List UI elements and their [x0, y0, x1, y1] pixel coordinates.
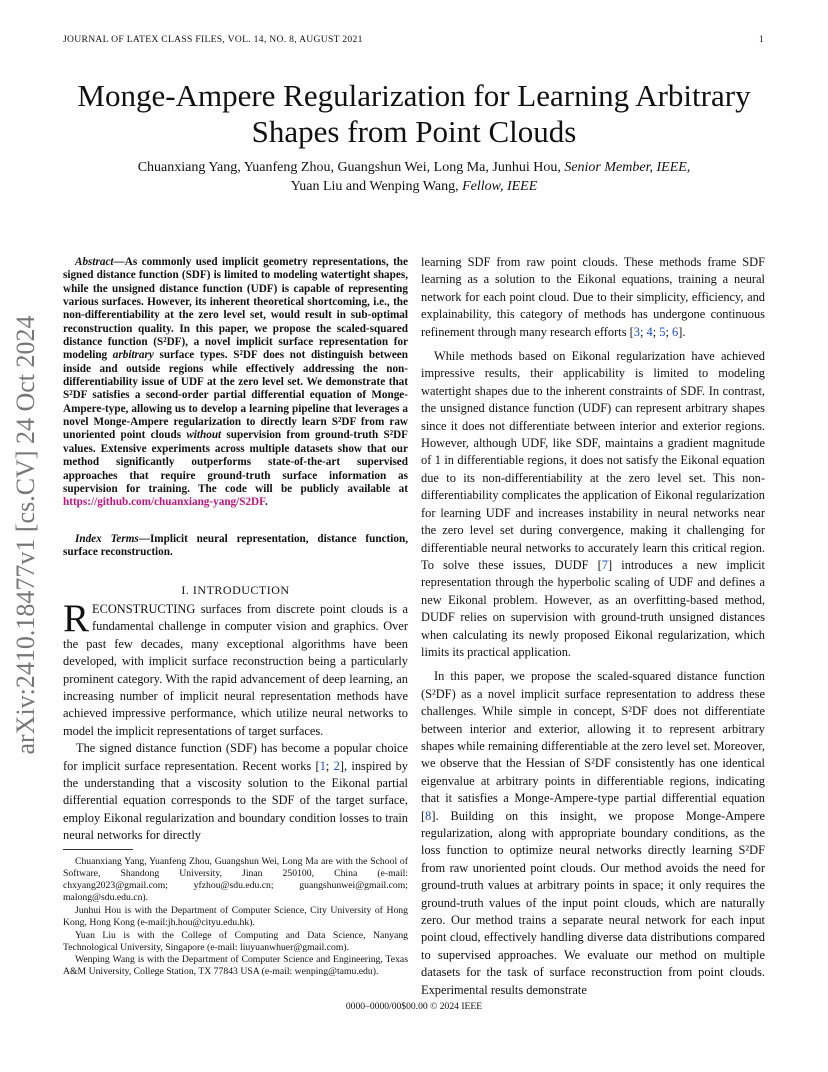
- right-paragraph-2-text-b: ] introduces a new implicit representation through the hyperbolic scaling of UDF and defines a new Eikonal problem. However, as an overfitting-based method, DUDF relies on supervision with ground-truth unsigned distances when calculating its newly proposed Eikonal regularization, which limits its practical application.: [421, 557, 765, 659]
- citation-1[interactable]: 1: [319, 758, 326, 773]
- footnote-affiliation-3: Yuan Liu is with the College of Computing and Data Science, Nanyang Technological University, Singapore (e-mail: liuyuanwhuer@gmail.com).: [63, 929, 408, 953]
- citation-4[interactable]: 4: [646, 324, 653, 339]
- copyright-footer: 0000–0000/00$00.00 © 2024 IEEE: [345, 1001, 483, 1012]
- citation-2[interactable]: 2: [333, 758, 340, 773]
- author-line-1: [63, 158, 765, 177]
- footnote-affiliation-1: Chuanxiang Yang, Yuanfeng Zhou, Guangshun Wei, Long Ma are with the School of Software, Shandong University, Jinan 250100, China (e-mail: chxyang2023@gmail.com; yfzhou@sdu.edu.cn; guangshunwei@gmail.com; malong@sdu.edu.cn).: [63, 856, 408, 904]
- author-role-1: Senior Member, IEEE,: [564, 160, 691, 175]
- footnote-rule: [63, 849, 133, 850]
- citation-3[interactable]: 3: [633, 324, 640, 339]
- right-paragraph-1-text-a: learning SDF from raw point clouds. These methods frame SDF learning as a solution to the Eikonal equations, training a neural network for each point cloud. Due to their simplicity, efficiency, and explainability, this category of methods has undergone continuous refinement through many research efforts [: [421, 255, 765, 339]
- author-line-2: [63, 177, 765, 196]
- abstract-text-2: surface types. S²DF does not distinguish between inside and outside regions while effectively addressing the non-differentiability issue of UDF at the zero level set. We demonstrate that S²DF satisfies a second-order partial differential equation of Monge-Ampere-type, allowing us to develop a learning pipeline that leverages a novel Monge-Ampere regularization to directly learn S²DF from raw unoriented point clouds: [63, 349, 408, 442]
- abstract: [63, 256, 408, 510]
- footnote-affiliation-4: Wenping Wang is with the Department of Computer Science and Engineering, Texas A&M University, College Station, TX 77843 USA (e-mail: wenping@tamu.edu).: [63, 954, 408, 978]
- citation-8[interactable]: 8: [425, 808, 432, 823]
- citation-6[interactable]: 6: [671, 324, 679, 339]
- index-terms-text: —Implicit neural representation, distance function, surface reconstruction.: [63, 533, 408, 559]
- abstract-emphasis-2: without: [186, 429, 222, 442]
- intro-right-column: [421, 254, 765, 999]
- paper-title: Monge-Ampere Regularization for Learning Arbitrary Shapes from Point Clouds: [77, 78, 751, 149]
- citation-7[interactable]: 7: [601, 557, 608, 572]
- intro-paragraph-2-text-a: The signed distance function (SDF) has become a popular choice for implicit surface representation. Recent works [: [63, 741, 408, 773]
- abstract-text-3: supervision from ground-truth S²DF values. Extensive experiments across multiple datasets show that our method significantly outperforms state-of-the-art supervised approaches that require ground-truth surface information as supervision for training. The code will be publicly available at: [63, 429, 408, 495]
- right-paragraph-3: [421, 668, 765, 999]
- footnote-affiliation-2: Junhui Hou is with the Department of Computer Science, City University of Hong Kong, Hong Kong (e-mail:jh.hou@cityu.edu.hk).: [63, 904, 408, 928]
- drop-cap: R: [63, 597, 90, 640]
- abstract-lead: Abstract: [75, 256, 114, 268]
- citation-5[interactable]: 5: [659, 324, 666, 339]
- right-paragraph-2-text-a: While methods based on Eikonal regularization have achieved impressive results, their applicability is limited to modeling watertight shapes due to the inherent constraints of SDF. In contrast, the unsigned distance function (UDF) can represent arbitrary shapes since it does not differentiate between interior and exterior regions. However, although UDF, like SDF, maintains a gradient magnitude of 1 in differentiable regions, it does not satisfy the Eikonal equation due to its non-differentiability at the zero level set. This non-differentiability complicates the application of Eikonal regularization for learning UDF and increases instability in neural networks near the zero level set during convergence, making it challenging for differentiable neural networks to accurately learn this critical region. To solve these issues, DUDF [: [421, 349, 765, 572]
- footnotes: [63, 856, 408, 979]
- intro-paragraph-1: [63, 597, 408, 740]
- right-paragraph-1: learning SDF from raw point clouds. These methods frame SDF learning as a solution to the Eikonal equations, training a neural network for each point cloud. Due to their simplicity, efficiency, and explainability, this category of methods has undergone continuous refinement through many research efforts [3; 4; 5; 6].: [421, 255, 765, 339]
- right-paragraph-3-text-b: ]. Building on this insight, we propose Monge-Ampere regularization, along with appropriate boundary conditions, as the loss function to optimize neural networks directly learning S²DF from raw unoriented point clouds. Our method avoids the need for ground-truth values at arbitrary points in space; it only requires the ground-truth values of the input point clouds, which are naturally zero. Our method trains a separate neural network for each input point cloud, effectively handling diverse data distributions compared to supervised approaches. We evaluate our method on multiple datasets for the task of surface reconstruction from point clouds. Experimental results demonstrate: [421, 808, 765, 997]
- citation-sep: ;: [325, 758, 334, 773]
- index-terms: [63, 533, 408, 560]
- author-names-2: Yuan Liu and Wenping Wang,: [290, 179, 459, 194]
- section-heading: I. INTRODUCTION: [181, 583, 290, 597]
- right-paragraph-3-text-a: In this paper, we propose the scaled-squared distance function (S²DF) as a novel implicit surface representation to address these challenges. While simple in concept, S²DF does not differentiate between interior and exterior, allowing it to represent arbitrary shapes while remaining differentiable at the zero level set. Moreover, we observe that the Hessian of S²DF consistently has one identical eigenvalue at arbitrary points in differentiable regions, indicating that it satisfies a Monge-Ampere-type partial differential equation [: [421, 669, 765, 823]
- abstract-text-1: —As commonly used implicit geometry representations, the signed distance function (SDF) is limited to modeling watertight shapes, while the unsigned distance function (UDF) is capable of representing various surfaces. However, its inherent theoretical shortcoming, i.e., the non-differentiability at the zero level set, would result in sub-optimal reconstruction quality. In this paper, we propose the scaled-squared distance function (S²DF), a novel implicit surface representation for modeling: [63, 256, 408, 362]
- arxiv-stamp-text: arXiv:2410.18477v1 [cs.CV] 24 Oct 2024: [11, 315, 40, 755]
- index-terms-lead: Index Terms: [75, 533, 139, 545]
- running-header: JOURNAL OF LATEX CLASS FILES, VOL. 14, NO. 8, AUGUST 2021: [63, 34, 363, 45]
- intro-paragraph-2: [63, 740, 408, 844]
- author-list: [63, 158, 765, 196]
- intro-paragraph-2-text-b: ], inspired by the understanding that a viscosity solution to the Eikonal partial differential equation corresponds to the SDF of the target surface, employ Eikonal regularization and boundary condition losses to train neural networks for directly: [63, 758, 408, 843]
- code-link[interactable]: https://github.com/chuanxiang-yang/S2DF: [63, 496, 265, 509]
- abstract-end: .: [264, 496, 268, 509]
- right-paragraph-1-text-b: ].: [678, 324, 686, 339]
- page-number: 1: [758, 34, 764, 45]
- right-paragraph-2: [421, 348, 765, 661]
- intro-left-column: [63, 597, 408, 845]
- author-role-2: Fellow, IEEE: [462, 179, 538, 194]
- abstract-emphasis-1: arbitrary: [112, 349, 154, 362]
- author-names-1: Chuanxiang Yang, Yuanfeng Zhou, Guangshun Wei, Long Ma, Junhui Hou,: [137, 160, 561, 175]
- intro-paragraph-1-text: ECONSTRUCTING surfaces from discrete point clouds is a fundamental challenge in computer vision and graphics. Over the past few decades, many exceptional algorithms have been developed, with implicit surface reconstruction being a particularly prominent category. With the rapid advancement of deep learning, an increasing number of implicit neural representation methods have achieved impressive performance, which utilize neural networks to model the implicit representations of target surfaces.: [63, 602, 408, 738]
